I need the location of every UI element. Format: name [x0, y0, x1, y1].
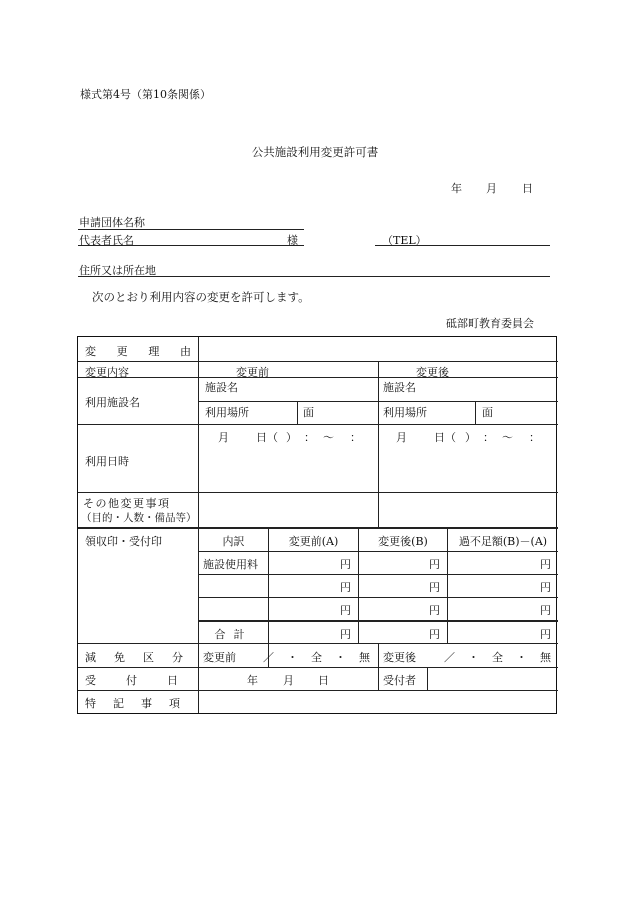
total-label: 合計	[214, 628, 253, 641]
applicant-group-label: 申請団体名称	[79, 216, 145, 229]
datetime-before-tilde: 〜	[323, 431, 334, 444]
date-day: 日	[522, 182, 533, 195]
date-month: 月	[486, 182, 497, 195]
date-year: 年	[451, 182, 462, 195]
datetime-after-month: 月	[396, 431, 407, 444]
reason-input[interactable]	[200, 337, 556, 361]
reduction-label: 減免区分	[85, 651, 201, 664]
other-label: その他変更事項	[83, 497, 171, 510]
reduction-after-options[interactable]: ／・全・無	[444, 651, 564, 664]
reason-label	[85, 343, 191, 359]
fee-before-yen-2: 円	[340, 581, 351, 594]
reduction-after-label: 変更後	[383, 651, 416, 664]
area-label-before: 面	[303, 406, 314, 419]
fee-diff-header: 過不足額(B)－(A)	[458, 535, 548, 548]
representative-field[interactable]	[78, 245, 304, 246]
fee-after-yen-1: 円	[429, 558, 440, 571]
received-year: 年	[247, 674, 258, 687]
received-month: 月	[283, 674, 294, 687]
other-sublabel: （目的・人数・備品等）	[81, 512, 197, 524]
datetime-before-dow-close: ）	[286, 431, 297, 444]
datetime-after-colon1: ：	[483, 431, 494, 444]
change-permit-table	[77, 336, 564, 714]
address-label: 住所又は所在地	[79, 264, 156, 277]
datetime-before-day: 日（	[256, 431, 278, 444]
facility-fee-label: 施設使用料	[203, 558, 258, 571]
fee-before-yen-3: 円	[340, 604, 351, 617]
reason-label-char: 更	[116, 345, 128, 358]
datetime-before-colon2: ：	[350, 431, 361, 444]
datetime-after-colon2: ：	[529, 431, 540, 444]
document-title: 公共施設利用変更許可書	[251, 145, 379, 159]
after-header: 変更後	[416, 366, 449, 379]
facility-label: 利用施設名	[85, 396, 140, 409]
breakdown-label: 内訳	[222, 535, 245, 548]
area-label-after: 面	[482, 406, 493, 419]
notes-label: 特記事項	[85, 697, 197, 710]
facility-name-before: 施設名	[205, 381, 238, 394]
form-number: 様式第4号（第10条関係）	[80, 88, 211, 101]
issuer-name: 砥部町教育委員会	[446, 317, 534, 330]
reason-label-char: 由	[179, 345, 191, 358]
total-diff-yen: 円	[540, 628, 551, 641]
place-label-after: 利用場所	[383, 406, 427, 419]
datetime-after-day: 日（	[434, 431, 456, 444]
reason-label-char: 変	[85, 345, 96, 358]
datetime-before-month: 月	[218, 431, 229, 444]
facility-name-after: 施設名	[383, 381, 416, 394]
datetime-after-dow-close: ）	[465, 431, 476, 444]
fee-before-header: 変更前(A)	[288, 535, 339, 548]
receipt-stamp-label: 領収印・受付印	[85, 535, 162, 548]
fee-diff-yen-2: 円	[540, 581, 551, 594]
intro-text: 次のとおり利用内容の変更を許可します。	[92, 290, 310, 304]
applicant-group-field[interactable]	[78, 229, 304, 230]
reduction-before-options[interactable]: ／・全・無	[263, 651, 383, 664]
reduction-before-label: 変更前	[203, 651, 236, 664]
datetime-label: 利用日時	[85, 455, 129, 468]
fee-diff-yen-3: 円	[540, 604, 551, 617]
content-label: 変更内容	[85, 366, 129, 379]
datetime-before-colon1: ：	[304, 431, 315, 444]
fee-after-header: 変更後(B)	[378, 535, 428, 548]
place-label-before: 利用場所	[205, 406, 249, 419]
received-label: 受付日	[85, 674, 208, 687]
tel-field[interactable]	[375, 245, 550, 246]
fee-diff-yen-1: 円	[540, 558, 551, 571]
received-day: 日	[318, 674, 329, 687]
tel-label: （TEL）	[382, 234, 427, 247]
notes-input[interactable]	[200, 691, 556, 713]
fee-after-yen-2: 円	[429, 581, 440, 594]
datetime-after-tilde: 〜	[502, 431, 513, 444]
representative-label: 代表者氏名	[79, 234, 134, 247]
total-after-yen: 円	[429, 628, 440, 641]
before-header: 変更前	[236, 366, 269, 379]
total-before-yen: 円	[340, 628, 351, 641]
reason-label-char: 理	[148, 345, 160, 358]
fee-before-yen-1: 円	[340, 558, 351, 571]
representative-honorific: 様	[287, 234, 298, 247]
receiver-label: 受付者	[383, 674, 416, 687]
address-field[interactable]	[78, 276, 550, 277]
fee-after-yen-3: 円	[429, 604, 440, 617]
